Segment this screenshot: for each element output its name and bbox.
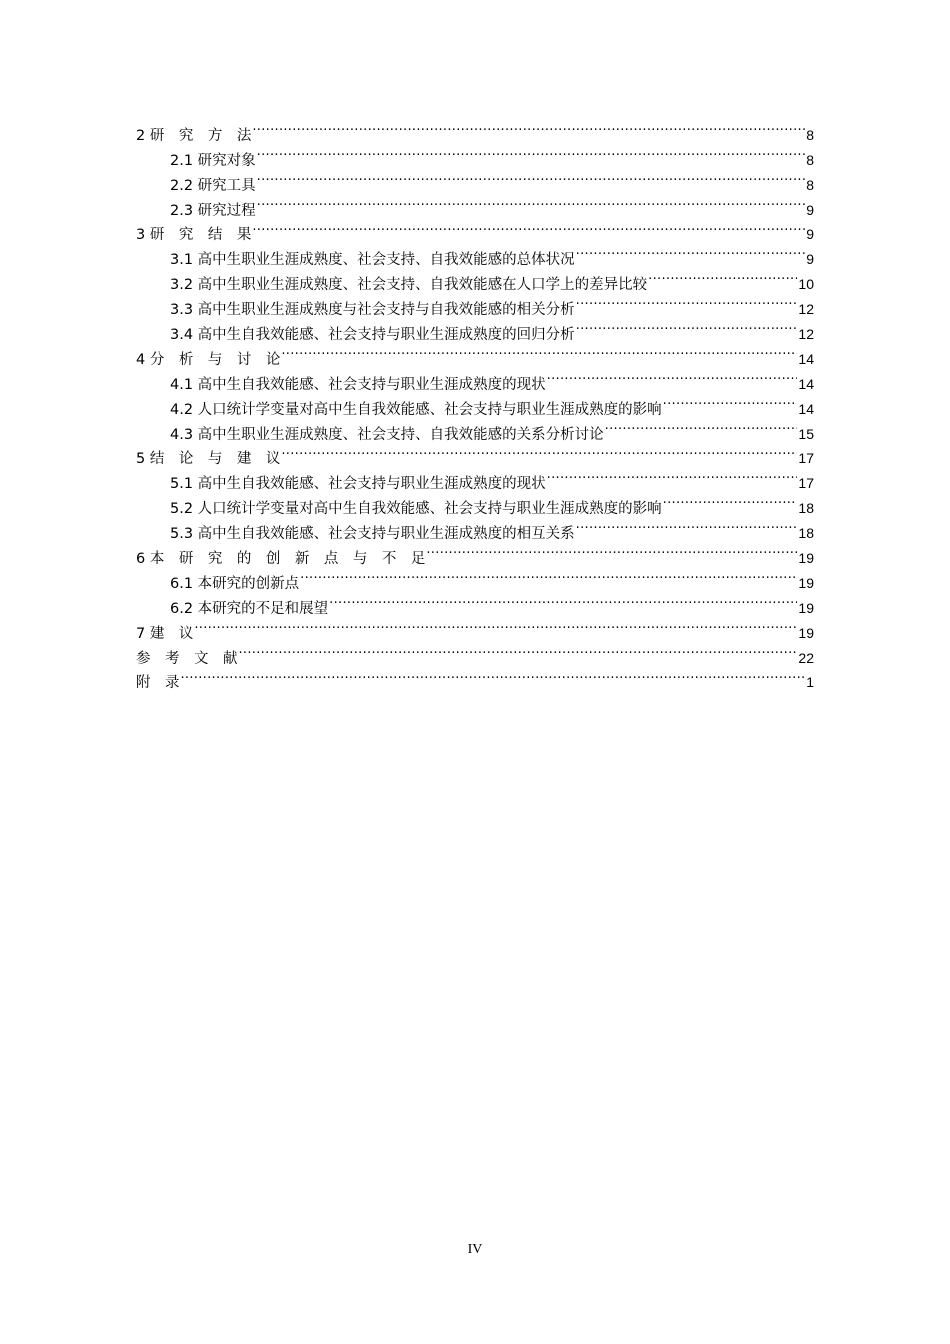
toc-entry-page: 18 — [798, 525, 814, 542]
toc-entry-title: 2 研 究 方 法 — [136, 127, 252, 144]
toc-entry[interactable] — [136, 663, 814, 692]
toc-entry-title: 6.1 本研究的创新点 — [170, 575, 300, 592]
toc-dot-leader — [663, 389, 798, 414]
toc-entry-title: 2.1 研究对象 — [170, 152, 256, 169]
toc-dot-leader — [281, 439, 797, 464]
toc-dot-leader — [181, 663, 806, 688]
toc-dot-leader — [576, 513, 798, 538]
toc-entry[interactable] — [136, 613, 814, 642]
toc-dot-leader — [576, 289, 798, 314]
toc-entry-title: 3 研 究 结 果 — [136, 227, 252, 244]
toc-dot-leader — [194, 613, 797, 638]
toc-entry-title: 3.4 高中生自我效能感、社会支持与职业生涯成熟度的回归分析 — [170, 327, 575, 344]
toc-entry-page: 14 — [798, 400, 814, 417]
toc-entry-page: 14 — [798, 350, 814, 367]
toc-dot-leader — [252, 115, 805, 140]
toc-entry-title: 5 结 论 与 建 议 — [136, 451, 281, 468]
toc-entry-page: 1 — [806, 674, 814, 691]
table-of-contents — [136, 115, 814, 692]
page-number: IV — [467, 1242, 483, 1257]
toc-dot-leader — [547, 364, 798, 389]
toc-entry-page: 19 — [798, 574, 814, 591]
toc-entry-page: 8 — [806, 126, 814, 143]
toc-entry-page: 17 — [798, 450, 814, 467]
toc-entry-page: 9 — [806, 251, 814, 268]
toc-dot-leader — [605, 414, 798, 439]
toc-entry-page: 18 — [798, 500, 814, 517]
toc-entry-title: 5.2 人口统计学变量对高中生自我效能感、社会支持与职业生涯成熟度的影响 — [170, 501, 662, 518]
toc-dot-leader — [547, 463, 798, 488]
toc-entry-page: 12 — [798, 301, 814, 318]
toc-entry-page: 8 — [806, 151, 814, 168]
toc-entry-title: 附 录 — [136, 675, 180, 692]
toc-entry-title: 3.3 高中生职业生涯成熟度与社会支持与自我效能感的相关分析 — [170, 302, 575, 319]
toc-entry-title: 5.3 高中生自我效能感、社会支持与职业生涯成熟度的相互关系 — [170, 526, 575, 543]
toc-dot-leader — [663, 488, 798, 513]
toc-dot-leader — [329, 588, 797, 613]
toc-entry-page: 22 — [798, 649, 814, 666]
toc-entry-page: 17 — [798, 475, 814, 492]
toc-entry-title: 2.2 研究工具 — [170, 177, 256, 194]
toc-dot-leader — [252, 215, 805, 240]
toc-entry-page: 10 — [798, 276, 814, 293]
toc-entry-page: 19 — [798, 599, 814, 616]
toc-dot-leader — [426, 538, 797, 563]
toc-entry-page: 9 — [806, 201, 814, 218]
toc-entry-page: 15 — [798, 425, 814, 442]
toc-dot-leader — [239, 638, 798, 663]
toc-entry-title: 4.3 高中生职业生涯成熟度、社会支持、自我效能感的关系分析讨论 — [170, 426, 604, 443]
toc-entry-title: 2.3 研究过程 — [170, 202, 256, 219]
toc-dot-leader — [257, 190, 806, 215]
toc-entry-page: 9 — [806, 226, 814, 243]
toc-dot-leader — [257, 165, 806, 190]
toc-entry-page: 12 — [798, 326, 814, 343]
toc-dot-leader — [576, 314, 798, 339]
toc-entry-title: 4 分 析 与 讨 论 — [136, 351, 281, 368]
toc-entry-title: 3.1 高中生职业生涯成熟度、社会支持、自我效能感的总体状况 — [170, 252, 575, 269]
toc-entry[interactable] — [136, 115, 814, 144]
toc-entry-title: 4.2 人口统计学变量对高中生自我效能感、社会支持与职业生涯成熟度的影响 — [170, 401, 662, 418]
toc-entry-page: 19 — [798, 624, 814, 641]
toc-entry-title: 5.1 高中生自我效能感、社会支持与职业生涯成熟度的现状 — [170, 476, 546, 493]
toc-dot-leader — [300, 563, 797, 588]
toc-entry-title: 7 建 议 — [136, 625, 194, 642]
toc-entry[interactable] — [136, 638, 814, 667]
toc-entry-title: 6 本 研 究 的 创 新 点 与 不 足 — [136, 551, 426, 568]
toc-entry-title: 3.2 高中生职业生涯成熟度、社会支持、自我效能感在人口学上的差异比较 — [170, 277, 648, 294]
toc-dot-leader — [648, 264, 797, 289]
toc-entry-title: 参 考 文 献 — [136, 650, 238, 667]
toc-entry-page: 8 — [806, 176, 814, 193]
toc-dot-leader — [281, 339, 797, 364]
toc-entry-page: 19 — [798, 550, 814, 567]
toc-dot-leader — [576, 239, 806, 264]
toc-dot-leader — [257, 140, 806, 165]
toc-entry-title: 6.2 本研究的不足和展望 — [170, 600, 329, 617]
toc-entry-page: 14 — [798, 375, 814, 392]
toc-entry-title: 4.1 高中生自我效能感、社会支持与职业生涯成熟度的现状 — [170, 376, 546, 393]
